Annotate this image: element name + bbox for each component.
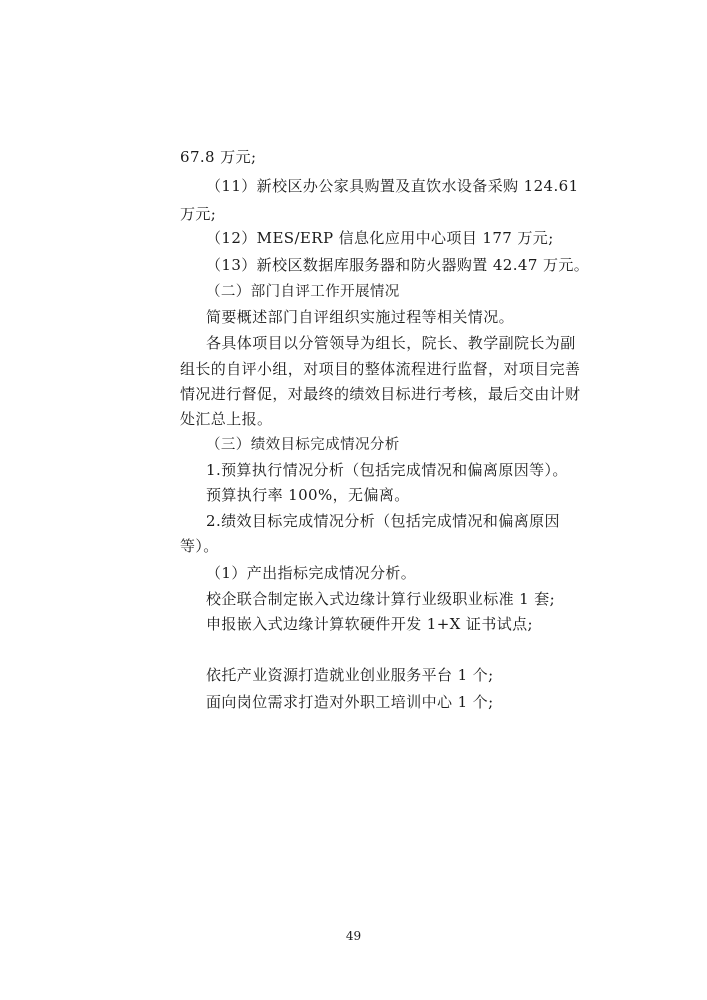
text-line: 2.绩效目标完成情况分析（包括完成情况和偏离原因 bbox=[206, 512, 560, 530]
text-line: 申报嵌入式边缘计算软硬件开发 1+X 证书试点; bbox=[206, 615, 533, 633]
text-line: 处汇总上报。 bbox=[180, 410, 273, 428]
page-number: 49 bbox=[345, 929, 362, 943]
text-line: 情况进行督促，对最终的绩效目标进行考核，最后交由计财 bbox=[180, 385, 581, 403]
text-line: （12）MES/ERP 信息化应用中心项目 177 万元; bbox=[206, 229, 554, 247]
text-line: 1.预算执行情况分析（包括完成情况和偏离原因等）。 bbox=[206, 461, 568, 479]
text-line: 预算执行率 100%，无偏离。 bbox=[206, 486, 410, 504]
text-line: （1）产出指标完成情况分析。 bbox=[206, 564, 417, 582]
text-line: 校企联合制定嵌入式边缘计算行业级职业标准 1 套; bbox=[206, 590, 556, 608]
text-line: 等）。 bbox=[180, 537, 219, 555]
text-line: 万元; bbox=[180, 205, 217, 223]
text-line: 依托产业资源打造就业创业服务平台 1 个; bbox=[206, 666, 494, 684]
text-line: 面向岗位需求打造对外职工培训中心 1 个; bbox=[206, 693, 494, 711]
text-line: （11）新校区办公家具购置及直饮水设备采购 124.61 bbox=[206, 177, 579, 195]
section-heading: （二）部门自评工作开展情况 bbox=[206, 284, 400, 300]
text-line: 各具体项目以分管领导为组长，院长、教学副院长为副 bbox=[206, 334, 576, 352]
text-line: 67.8 万元; bbox=[180, 148, 257, 166]
text-line: （13）新校区数据库服务器和防火器购置 42.47 万元。 bbox=[206, 256, 590, 274]
section-heading: （三）绩效目标完成情况分析 bbox=[206, 437, 400, 453]
text-line: 组长的自评小组，对项目的整体流程进行监督，对项目完善 bbox=[180, 360, 581, 378]
text-line: 简要概述部门自评组织实施过程等相关情况。 bbox=[206, 308, 515, 326]
